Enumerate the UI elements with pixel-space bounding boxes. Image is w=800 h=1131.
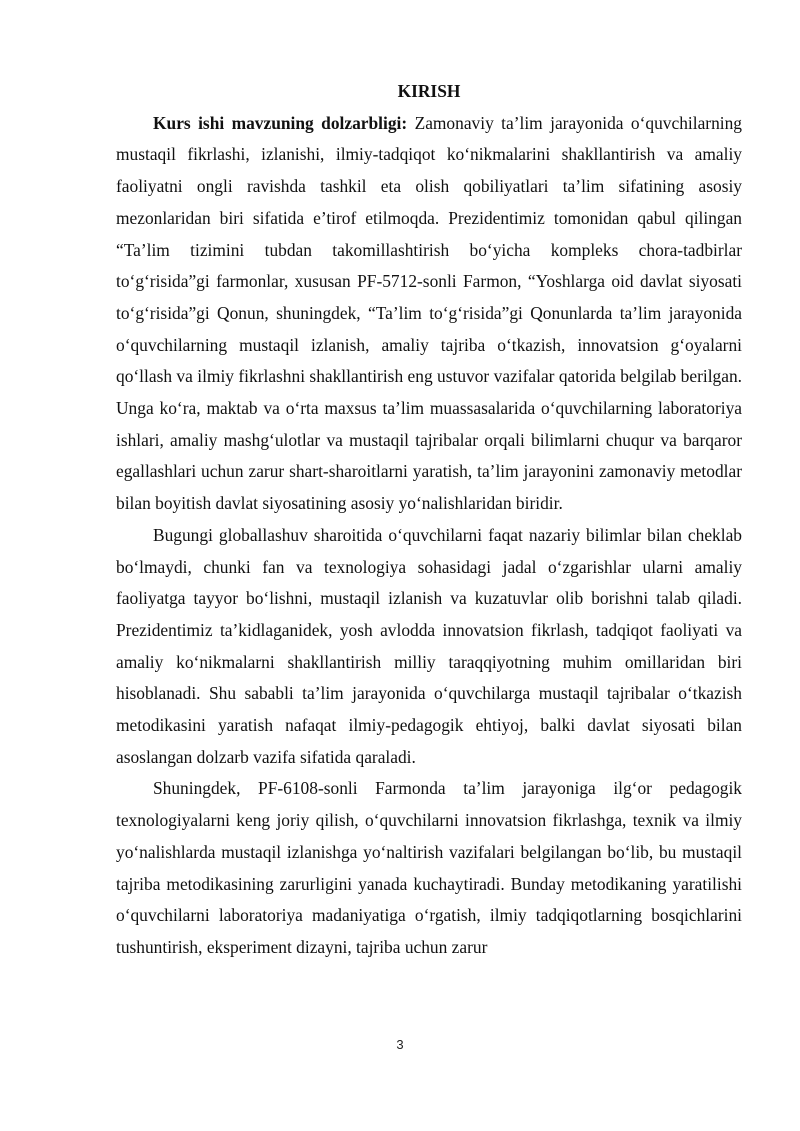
paragraph-text: Zamonaviy ta’lim jarayonida o‘quvchilarning mustaqil fikrlashi, izlanishi, ilmiy-tadqiqot ko‘nikmalarini shakllantirish va amaliy faoliyatni ongli ravishda tashkil eta olish qobiliyatlari ta’lim sifatining asosiy mezonlaridan biri sifatida e’tirof etilmoqda. Prezidentimiz tomonidan qabul qilingan “Ta’lim tizimini tubdan takomillashtirish bo‘yicha kompleks chora-tadbirlar to‘g‘risida”gi farmonlar, xususan PF-5712-sonli Farmon, “Yoshlarga oid davlat siyosati to‘g‘risida”gi Qonun, shuningdek, “Ta’lim to‘g‘risida”gi Qonunlarda ta’lim jarayonida o‘quvchilarning mustaqil izlanish, amaliy tajriba o‘tkazish, innovatsion g‘oyalarni qo‘llash va ilmiy fikrlashni shakllantirish eng ustuvor vazifalar qatorida belgilab berilgan. Unga ko‘ra, maktab va o‘rta maxsus ta’lim muassasalarida o‘quvchilarning laboratoriya ishlari, amaliy mashg‘ulotlar va mustaqil tajribalar orqali bilimlarni chuqur va barqaror egallashlari uchun zarur shart-sharoitlarni yaratish, ta’lim jarayonini zamonaviy metodlar bilan boyitish davlat siyosatining asosiy yo‘nalishlaridan biridir. (116, 112, 742, 514)
paragraph-text: Bugungi globallashuv sharoitida o‘quvchilarni faqat nazariy bilimlar bilan cheklab bo‘lmaydi, chunki fan va texnologiya sohasidagi jadal o‘zgarishlar ularni amaliy faoliyatga tayyor bo‘lishni, mustaqil izlanish va kuzatuvlar olib borishni talab qiladi. Prezidentimiz ta’kidlaganidek, yosh avlodda innovatsion fikrlash, tadqiqot faoliyati va amaliy ko‘nikmalarni shakllantirish milliy taraqqiyotning muhim omillaridan biri hisoblanadi. Shu sababli ta’lim jarayonida o‘quvchilarga mustaqil tajribalar o‘tkazish metodikasini yaratish nafaqat ilmiy-pedagogik ehtiyoj, balki davlat siyosati bilan asoslangan dolzarb vazifa sifatida qaraladi. (116, 524, 742, 767)
section-heading: KIRISH (397, 81, 461, 101)
paragraph-text: Shuningdek, PF-6108-sonli Farmonda ta’lim jarayoniga ilg‘or pedagogik texnologiyalarni keng joriy qilish, o‘quvchilarni innovatsion fikrlashga, texnik va ilmiy yo‘nalishlarda mustaqil izlanishga yo‘naltirish vazifalari belgilangan bo‘lib, bu mustaqil tajriba metodikasining zarurligini yanada kuchaytiradi. Bunday metodikaning yaratilishi o‘quvchilarni laboratoriya madaniyatiga o‘rgatish, ilmiy tadqiqotlarning bosqichlarini tushuntirish, eksperiment dizayni, tajriba uchun zarur (116, 778, 742, 957)
paragraph-2 (116, 520, 742, 774)
paragraph-1 (116, 108, 742, 520)
paragraph-3 (116, 773, 742, 963)
document-body (116, 76, 742, 964)
page-number: 3 (396, 1037, 404, 1052)
paragraph-lead: Kurs ishi mavzuning dolzarbligi: (153, 112, 408, 133)
